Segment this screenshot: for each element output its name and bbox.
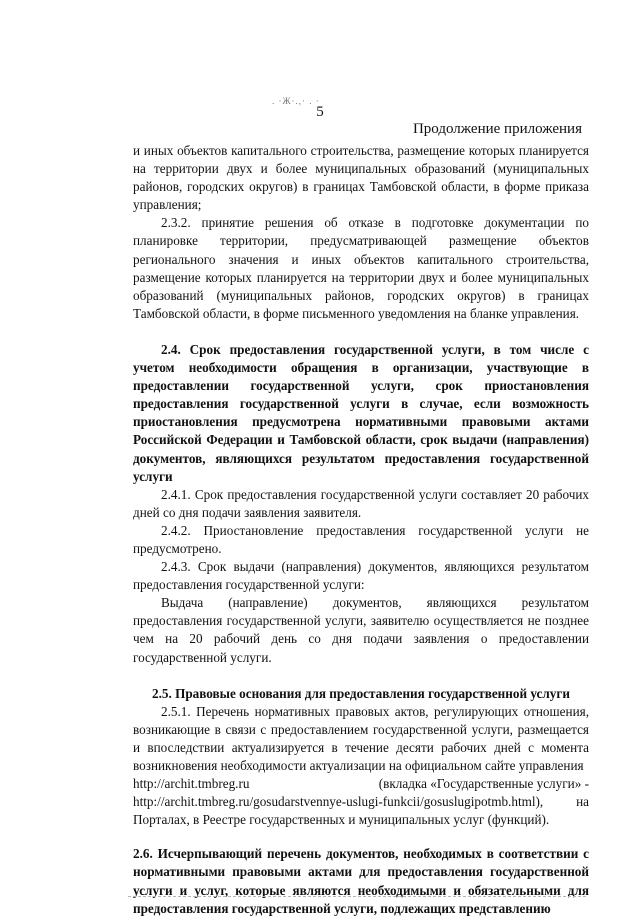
tab-label: (вкладка «Государственные услуги» - [378, 776, 589, 792]
section-heading-2-6: 2.6. Исчерпывающий перечень документов, необходимых в соответствии с нормативными правовыми актами для предоставления государственной услуги и услуг, которые являются необходимыми и обязательными для предоставления государственной услуги, подлежащих представлению [133, 846, 589, 916]
paragraph-2-5-1: 2.5.1. Перечень нормативных правовых актов, регулирующих отношения, возникающие в связи с предоставлением государственной услуги, размещается и впоследствии актуализируется в течение десяти рабочих дней с момента возникновения необходимости актуализации на официальном сайте управления [133, 703, 589, 773]
services-url[interactable]: http://archit.tmbreg.ru/gosudarstvennye-uslugi-funkcii/gosuslugipotmb.html), [133, 794, 544, 810]
url-tail: на [576, 794, 589, 810]
scan-artifact: . ·Ж·.,· . · [272, 96, 320, 106]
document-body [133, 142, 589, 918]
page-number: 5 [316, 104, 324, 120]
paragraph-2-4-1: 2.4.1. Срок предоставления государственной услуги составляет 20 рабочих дней со дня подачи заявления заявителя. [133, 486, 589, 520]
site-url[interactable]: http://archit.tmbreg.ru [133, 776, 250, 792]
url-line-2 [133, 793, 589, 811]
paragraph-2-4-2: 2.4.2. Приостановление предоставления государственной услуги не предусмотрено. [133, 522, 589, 556]
section-heading-2-5: 2.5. Правовые основания для предоставления государственной услуги [152, 685, 570, 701]
section-heading-2-4: 2.4. Срок предоставления государственной услуги, в том числе с учетом необходимости обращения в организации, участвующие в предоставлении государственной услуги, срок приостановления предоставления государственной услуги в случае, если возможность приостановления предусмотрена нормативными правовыми актами Российской Федерации и Тамбовской области, срок выдачи (направления) документов, являющихся результатом предоставления государственной услуги [133, 341, 589, 484]
url-line [133, 775, 589, 793]
paragraph: и иных объектов капитального строительства, размещение которых планируется на территории двух и более муниципальных образований (муниципальных районов, городских округов) в границах Тамбовской области, в форме приказа управления; [133, 143, 589, 213]
paragraph-2-5-1-end: Порталах, в Реестре государственных и муниципальных услуг (функций). [133, 812, 550, 828]
paragraph-2-4-3: 2.4.3. Срок выдачи (направления) документов, являющихся результатом предоставления государственной услуги: [133, 559, 589, 593]
continuation-label: Продолжение приложения [412, 121, 582, 137]
paragraph-2-4-3-detail: Выдача (направление) документов, являющихся результатом предоставления государственной услуги, заявителю осуществляется не позднее чем на 20 рабочий день со дня подачи заявления о предоставлении государственной услуги. [133, 595, 589, 665]
paragraph-2-3-2: 2.3.2. принятие решения об отказе в подготовке документации по планировке территории, предусматривающей размещение объектов регионального значения и иных объектов капитального строительства, размещение которых планируется на территории двух и более муниципальных образований (муниципальных районов, городских округов) в границах Тамбовской области, в форме письменного уведомления на бланке управления. [133, 215, 589, 321]
page-bottom-edge [128, 896, 586, 897]
